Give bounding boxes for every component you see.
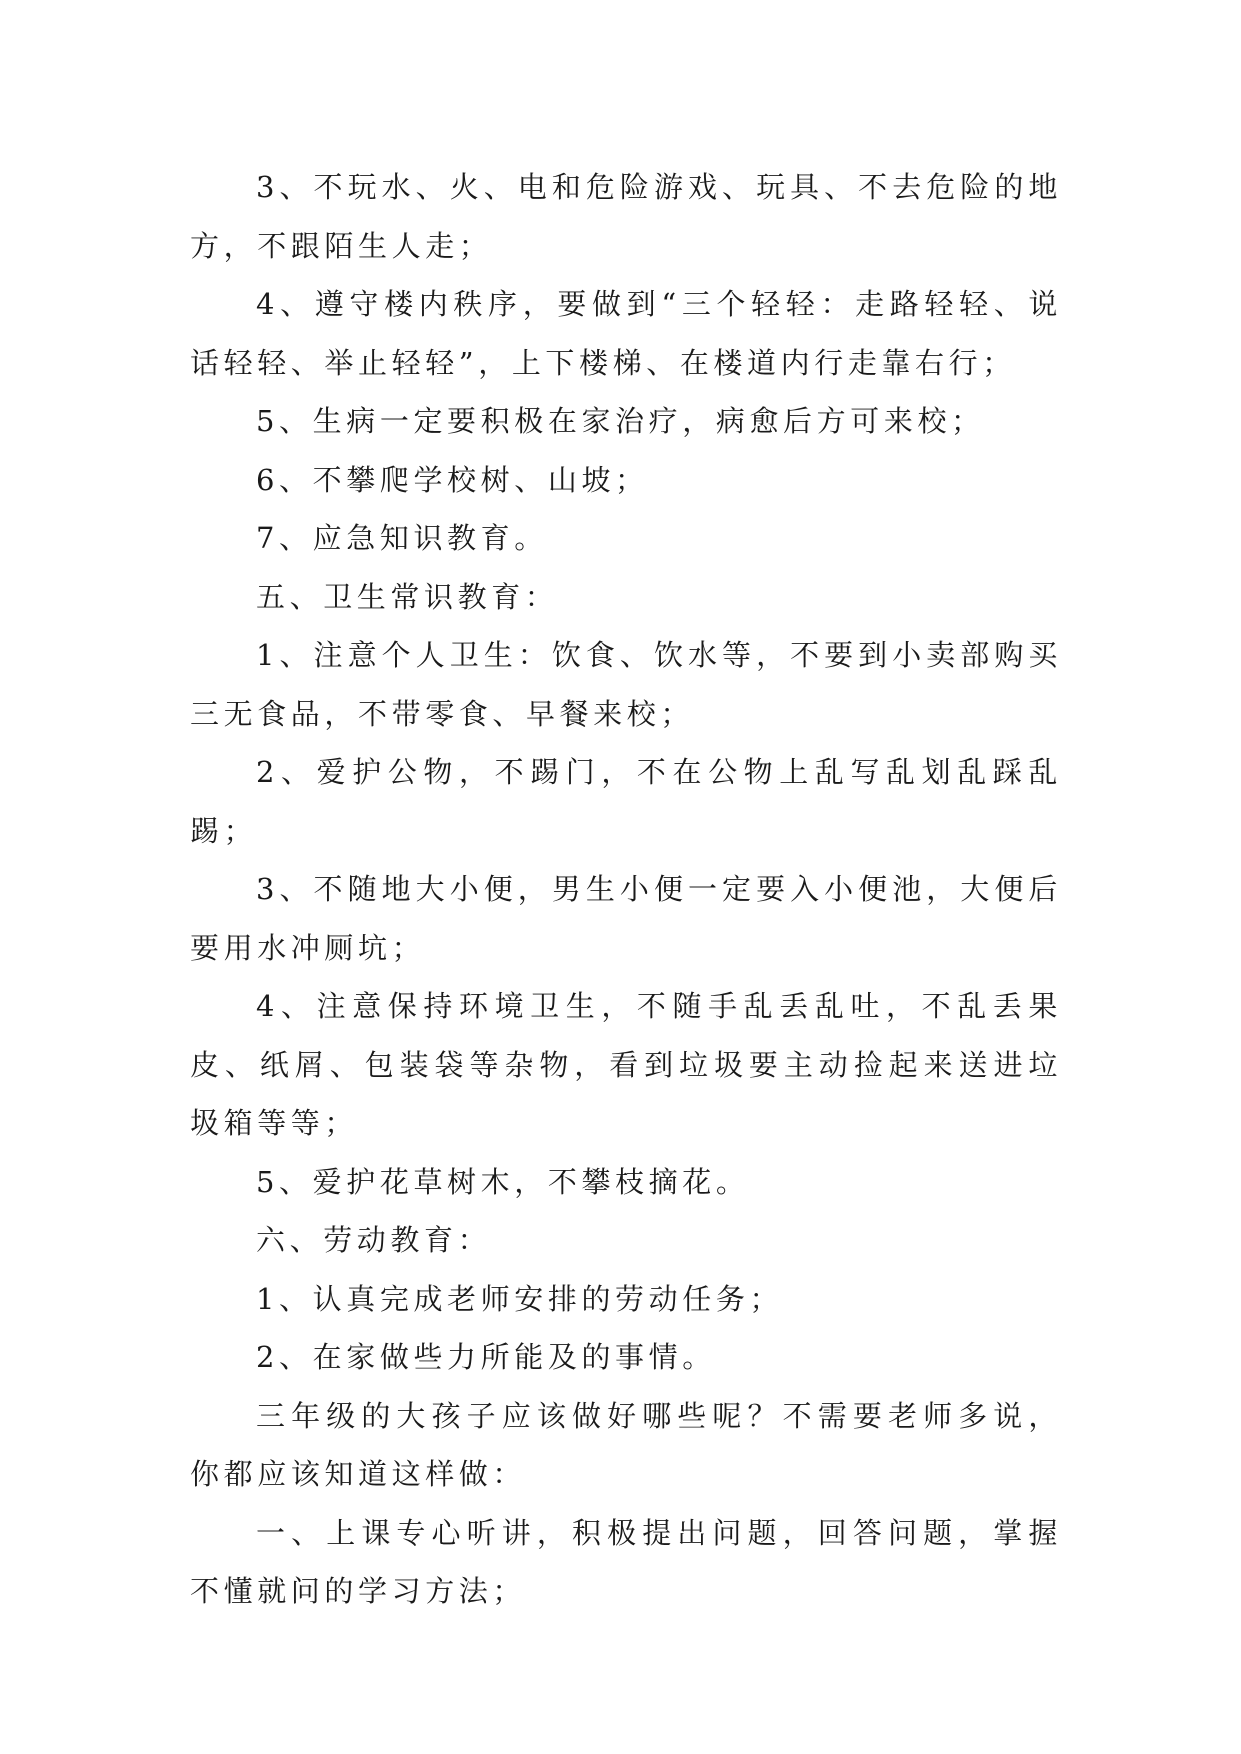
paragraph-4: 6、不攀爬学校树、山坡；	[256, 462, 649, 497]
paragraph-8: 2、爱护公物，不踢门，不在公物上乱写乱划乱踩乱踢；	[190, 755, 1062, 848]
paragraph-13: 1、认真完成老师安排的劳动任务；	[256, 1281, 784, 1316]
paragraph-10: 4、注意保持环境卫生，不随手乱丢乱吐，不乱丢果皮、纸屑、包装袋等杂物，看到垃圾要主动捡起来送进垃圾箱等等；	[190, 989, 1062, 1140]
section-heading-labor: 六、劳动教育：	[256, 1223, 492, 1257]
paragraph-1: 3、不玩水、火、电和危险游戏、玩具、不去危险的地方，不跟陌生人走；	[190, 170, 1062, 263]
paragraph-2: 4、遵守楼内秩序，要做到“三个轻轻：走路轻轻、说话轻轻、举止轻轻”，上下楼梯、在楼道内行走靠右行；	[190, 287, 1062, 380]
paragraph-5: 7、应急知识教育。	[256, 521, 548, 555]
paragraph-15: 三年级的大孩子应该做好哪些呢？不需要老师多说，你都应该知道这样做：	[190, 1398, 1062, 1491]
document-body	[190, 158, 1062, 1621]
paragraph-3: 5、生病一定要积极在家治疗，病愈后方可来校；	[256, 404, 985, 438]
paragraph-11: 5、爱护花草树木，不攀枝摘花。	[256, 1164, 750, 1199]
paragraph-14: 2、在家做些力所能及的事情。	[256, 1340, 716, 1374]
section-heading-hygiene: 五、卫生常识教育：	[256, 579, 559, 614]
paragraph-9: 3、不随地大小便，男生小便一定要入小便池，大便后要用水冲厕坑；	[190, 872, 1062, 965]
paragraph-16: 一、上课专心听讲，积极提出问题，回答问题，掌握不懂就问的学习方法；	[190, 1515, 1062, 1608]
paragraph-7: 1、注意个人卫生：饮食、饮水等，不要到小卖部购买三无食品，不带零食、早餐来校；	[190, 638, 1062, 731]
